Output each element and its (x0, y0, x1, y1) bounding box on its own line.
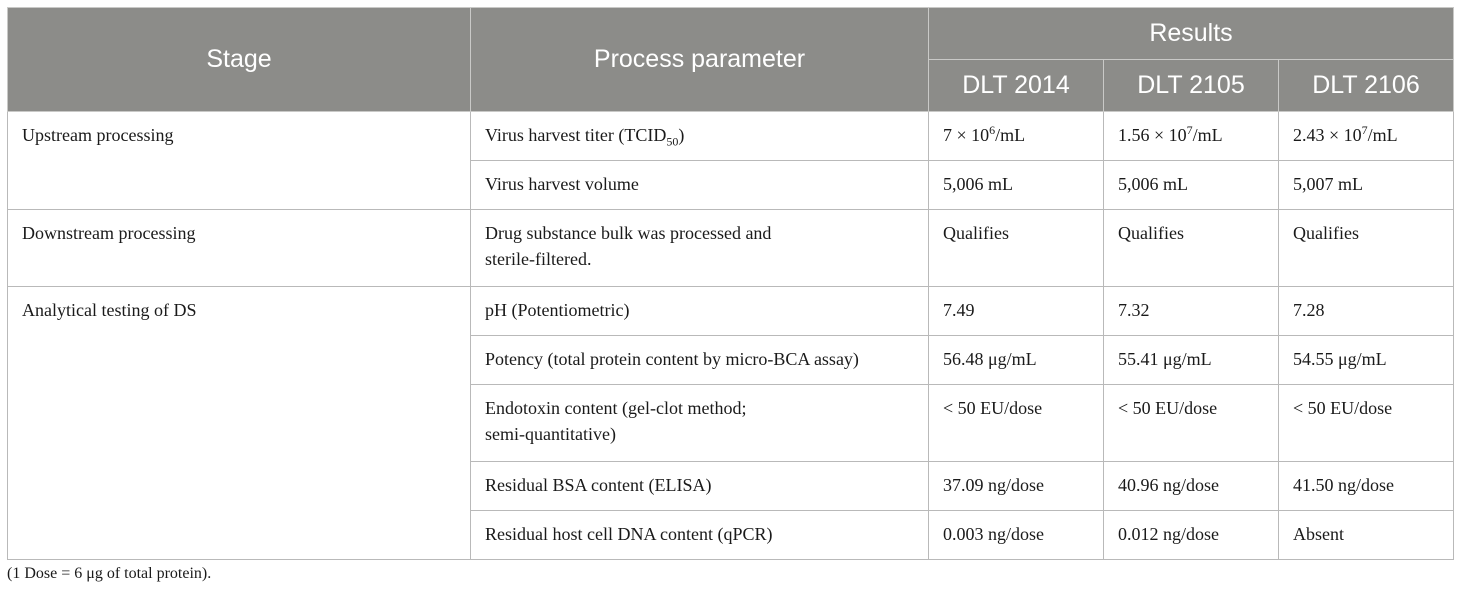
results-table-container (7, 7, 1453, 560)
value-endotoxin-lot-3: < 50 EU/dose (1279, 385, 1454, 462)
value-titer-lot-2: $1.56 \times 10^7/mL$ (1104, 112, 1279, 161)
value-volume-lot-2: 5,006 mL (1104, 161, 1279, 210)
header-results: Results (929, 8, 1454, 60)
value-bulk-lot-2: Qualifies (1104, 210, 1279, 287)
param-titer: Virus harvest titer $(TCID_{50})$ (471, 112, 929, 161)
value-volume-lot-3: 5,007 mL (1279, 161, 1454, 210)
header-lot-1: DLT 2014 (929, 60, 1104, 112)
results-table (7, 7, 1454, 560)
value-potency-lot-3: 54.55 μg/mL (1279, 336, 1454, 385)
header-stage: Stage (8, 8, 471, 112)
value-potency-lot-2: 55.41 μg/mL (1104, 336, 1279, 385)
value-bsa-lot-1: 37.09 ng/dose (929, 462, 1104, 511)
header-lot-3: DLT 2106 (1279, 60, 1454, 112)
param-bulk: Drug substance bulk was processed and sterile-filtered. (471, 210, 929, 287)
param-endotoxin: Endotoxin content (gel-clot method; semi-quantitative) (471, 385, 929, 462)
value-bsa-lot-3: 41.50 ng/dose (1279, 462, 1454, 511)
param-ph: pH (Potentiometric) (471, 287, 929, 336)
table-row (8, 112, 1454, 161)
header-process-parameter: Process parameter (471, 8, 929, 112)
stage-downstream: Downstream processing (8, 210, 471, 287)
value-ph-lot-3: 7.28 (1279, 287, 1454, 336)
table-row (8, 287, 1454, 336)
param-volume: Virus harvest volume (471, 161, 929, 210)
value-endotoxin-lot-1: < 50 EU/dose (929, 385, 1104, 462)
value-bsa-lot-2: 40.96 ng/dose (1104, 462, 1279, 511)
value-endotoxin-lot-2: < 50 EU/dose (1104, 385, 1279, 462)
header-lot-2: DLT 2105 (1104, 60, 1279, 112)
value-dna-lot-2: 0.012 ng/dose (1104, 511, 1279, 560)
value-dna-lot-1: 0.003 ng/dose (929, 511, 1104, 560)
stage-analytical: Analytical testing of DS (8, 287, 471, 560)
value-ph-lot-1: 7.49 (929, 287, 1104, 336)
value-titer-lot-3: $2.43 \times 10^7/mL$ (1279, 112, 1454, 161)
value-dna-lot-3: Absent (1279, 511, 1454, 560)
param-potency: Potency (total protein content by micro-BCA assay) (471, 336, 929, 385)
value-ph-lot-2: 7.32 (1104, 287, 1279, 336)
value-bulk-lot-1: Qualifies (929, 210, 1104, 287)
param-bsa: Residual BSA content (ELISA) (471, 462, 929, 511)
param-dna: Residual host cell DNA content (qPCR) (471, 511, 929, 560)
value-titer-lot-1: $7 \times 10^6/mL$ (929, 112, 1104, 161)
value-potency-lot-1: 56.48 μg/mL (929, 336, 1104, 385)
value-volume-lot-1: 5,006 mL (929, 161, 1104, 210)
table-row (8, 210, 1454, 287)
stage-upstream: Upstream processing (8, 112, 471, 210)
table-footnote: (1 Dose = 6 μg of total protein). (7, 565, 212, 582)
value-bulk-lot-3: Qualifies (1279, 210, 1454, 287)
